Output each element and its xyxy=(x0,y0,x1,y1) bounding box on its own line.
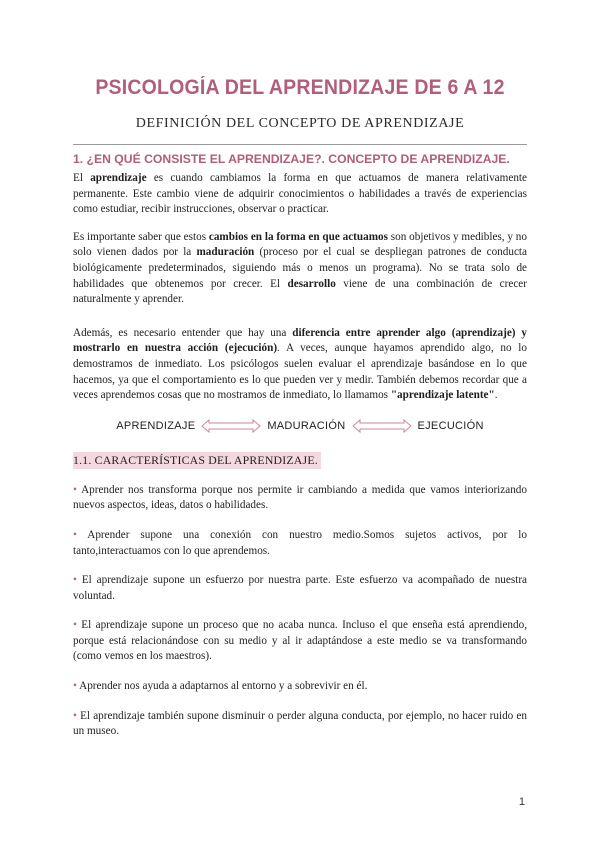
bold-term: aprendizaje xyxy=(90,172,147,184)
section-heading: 1. ¿EN QUÉ CONSISTE EL APRENDIZAJE?. CONCEPTO DE APRENDIZAJE. xyxy=(73,152,510,166)
bullet-icon: • xyxy=(73,619,77,632)
text-run: Además, es necesario entender que hay una xyxy=(73,326,293,339)
bold-term: desarrollo xyxy=(287,277,336,290)
list-item-text: Aprender supone una conexión con nuestro medio.Somos sujetos activos, por lo tanto,interactuamos con lo que aprendemos. xyxy=(73,528,527,557)
list-item xyxy=(73,679,527,695)
list-item-text: El aprendizaje supone un esfuerzo por nuestra parte. Este esfuerzo va acompañado de nuestra voluntad. xyxy=(73,574,528,602)
paragraph-ejecucion xyxy=(73,326,527,404)
list-item-text: El aprendizaje supone un proceso que no acaba nunca. Incluso el que enseña está aprendiendo, porque está relacionándose con su medio y al ir adaptándose a este medio se va transformando (como vemos en los maestros). xyxy=(73,619,527,663)
diagram-label-ejecucion: EJECUCIÓN xyxy=(417,419,484,432)
list-item xyxy=(73,483,527,514)
list-item xyxy=(73,709,527,740)
bullet-icon: • xyxy=(73,680,77,693)
page-title: PSICOLOGÍA DEL APRENDIZAJE DE 6 A 12 xyxy=(95,76,505,99)
text-run: es cuando cambiamos la forma en que actuamos de manera relativamente permanente. Este cambio viene de adquirir conocimientos o habilidades a través de experiencias como estudiar, recibir instrucciones, observar o practicar. xyxy=(73,172,527,216)
bold-term: maduración xyxy=(196,246,255,259)
paragraph-definition xyxy=(73,171,527,218)
text-run: . xyxy=(494,389,498,402)
diagram-label-aprendizaje: APRENDIZAJE xyxy=(116,419,196,432)
text-run: Es importante saber que estos xyxy=(73,230,209,243)
bold-term: cambios en la forma en que actuamos xyxy=(208,230,388,243)
text-run: viene de una combinación de crecer naturalmente y aprender. xyxy=(73,277,527,306)
list-item xyxy=(73,528,527,559)
text-run: El xyxy=(73,172,91,184)
title-divider xyxy=(73,144,527,145)
text-run: (proceso por el cual se despliegan patrones de conducta biológicamente predeterminados, siguiendo más o menos un programa). No se trata solo de habilidades que obtenemos por crecer. El xyxy=(73,246,527,290)
text-run: . A veces, aunque hayamos aprendido algo, no lo demostramos de inmediato. Los psicólogos suelen evaluar el aprendizaje basándose en lo que hacemos, ya que el comportamiento es lo que pueden ver y medir. También debemos recordar que a veces aprendemos cosas que no mostramos de inmediato, lo llamamos xyxy=(73,342,527,402)
bold-term: "aprendizaje latente" xyxy=(390,389,495,402)
page-number: 1 xyxy=(518,796,525,808)
double-arrow-icon xyxy=(352,419,412,433)
list-item xyxy=(73,618,527,665)
list-item-text: El aprendizaje también supone disminuir o perder alguna conducta, por ejemplo, no hacer ruido en un museo. xyxy=(73,709,527,738)
bullet-icon: • xyxy=(73,483,77,496)
bold-term: diferencia entre aprender algo (aprendizaje) y mostrarlo en nuestra acción (ejecución) xyxy=(73,326,528,355)
main-content xyxy=(73,151,527,740)
bullet-icon: • xyxy=(73,528,77,541)
bullet-icon: • xyxy=(73,574,77,587)
list-item xyxy=(73,573,527,604)
paragraph-maduracion xyxy=(73,230,527,308)
double-arrow-icon xyxy=(201,419,261,433)
subsection-heading: 1.1. CARACTERÍSTICAS DEL APRENDIZAJE. xyxy=(73,452,321,469)
concept-diagram xyxy=(73,416,527,436)
diagram-label-maduracion: MADURACIÓN xyxy=(267,419,346,432)
list-item-text: Aprender nos transforma porque nos permite ir cambiando a medida que vamos interiorizando nuevos aspectos, ideas, datos o habilidades. xyxy=(73,483,527,512)
text-run: son objetivos y medibles, y no solo vienen dados por la xyxy=(73,230,527,259)
page-subtitle: DEFINICIÓN DEL CONCEPTO DE APRENDIZAJE xyxy=(135,116,465,131)
bullet-icon: • xyxy=(73,709,77,722)
list-item-text: Aprender nos ayuda a adaptarnos al entorno y a sobrevivir en él. xyxy=(79,680,368,693)
